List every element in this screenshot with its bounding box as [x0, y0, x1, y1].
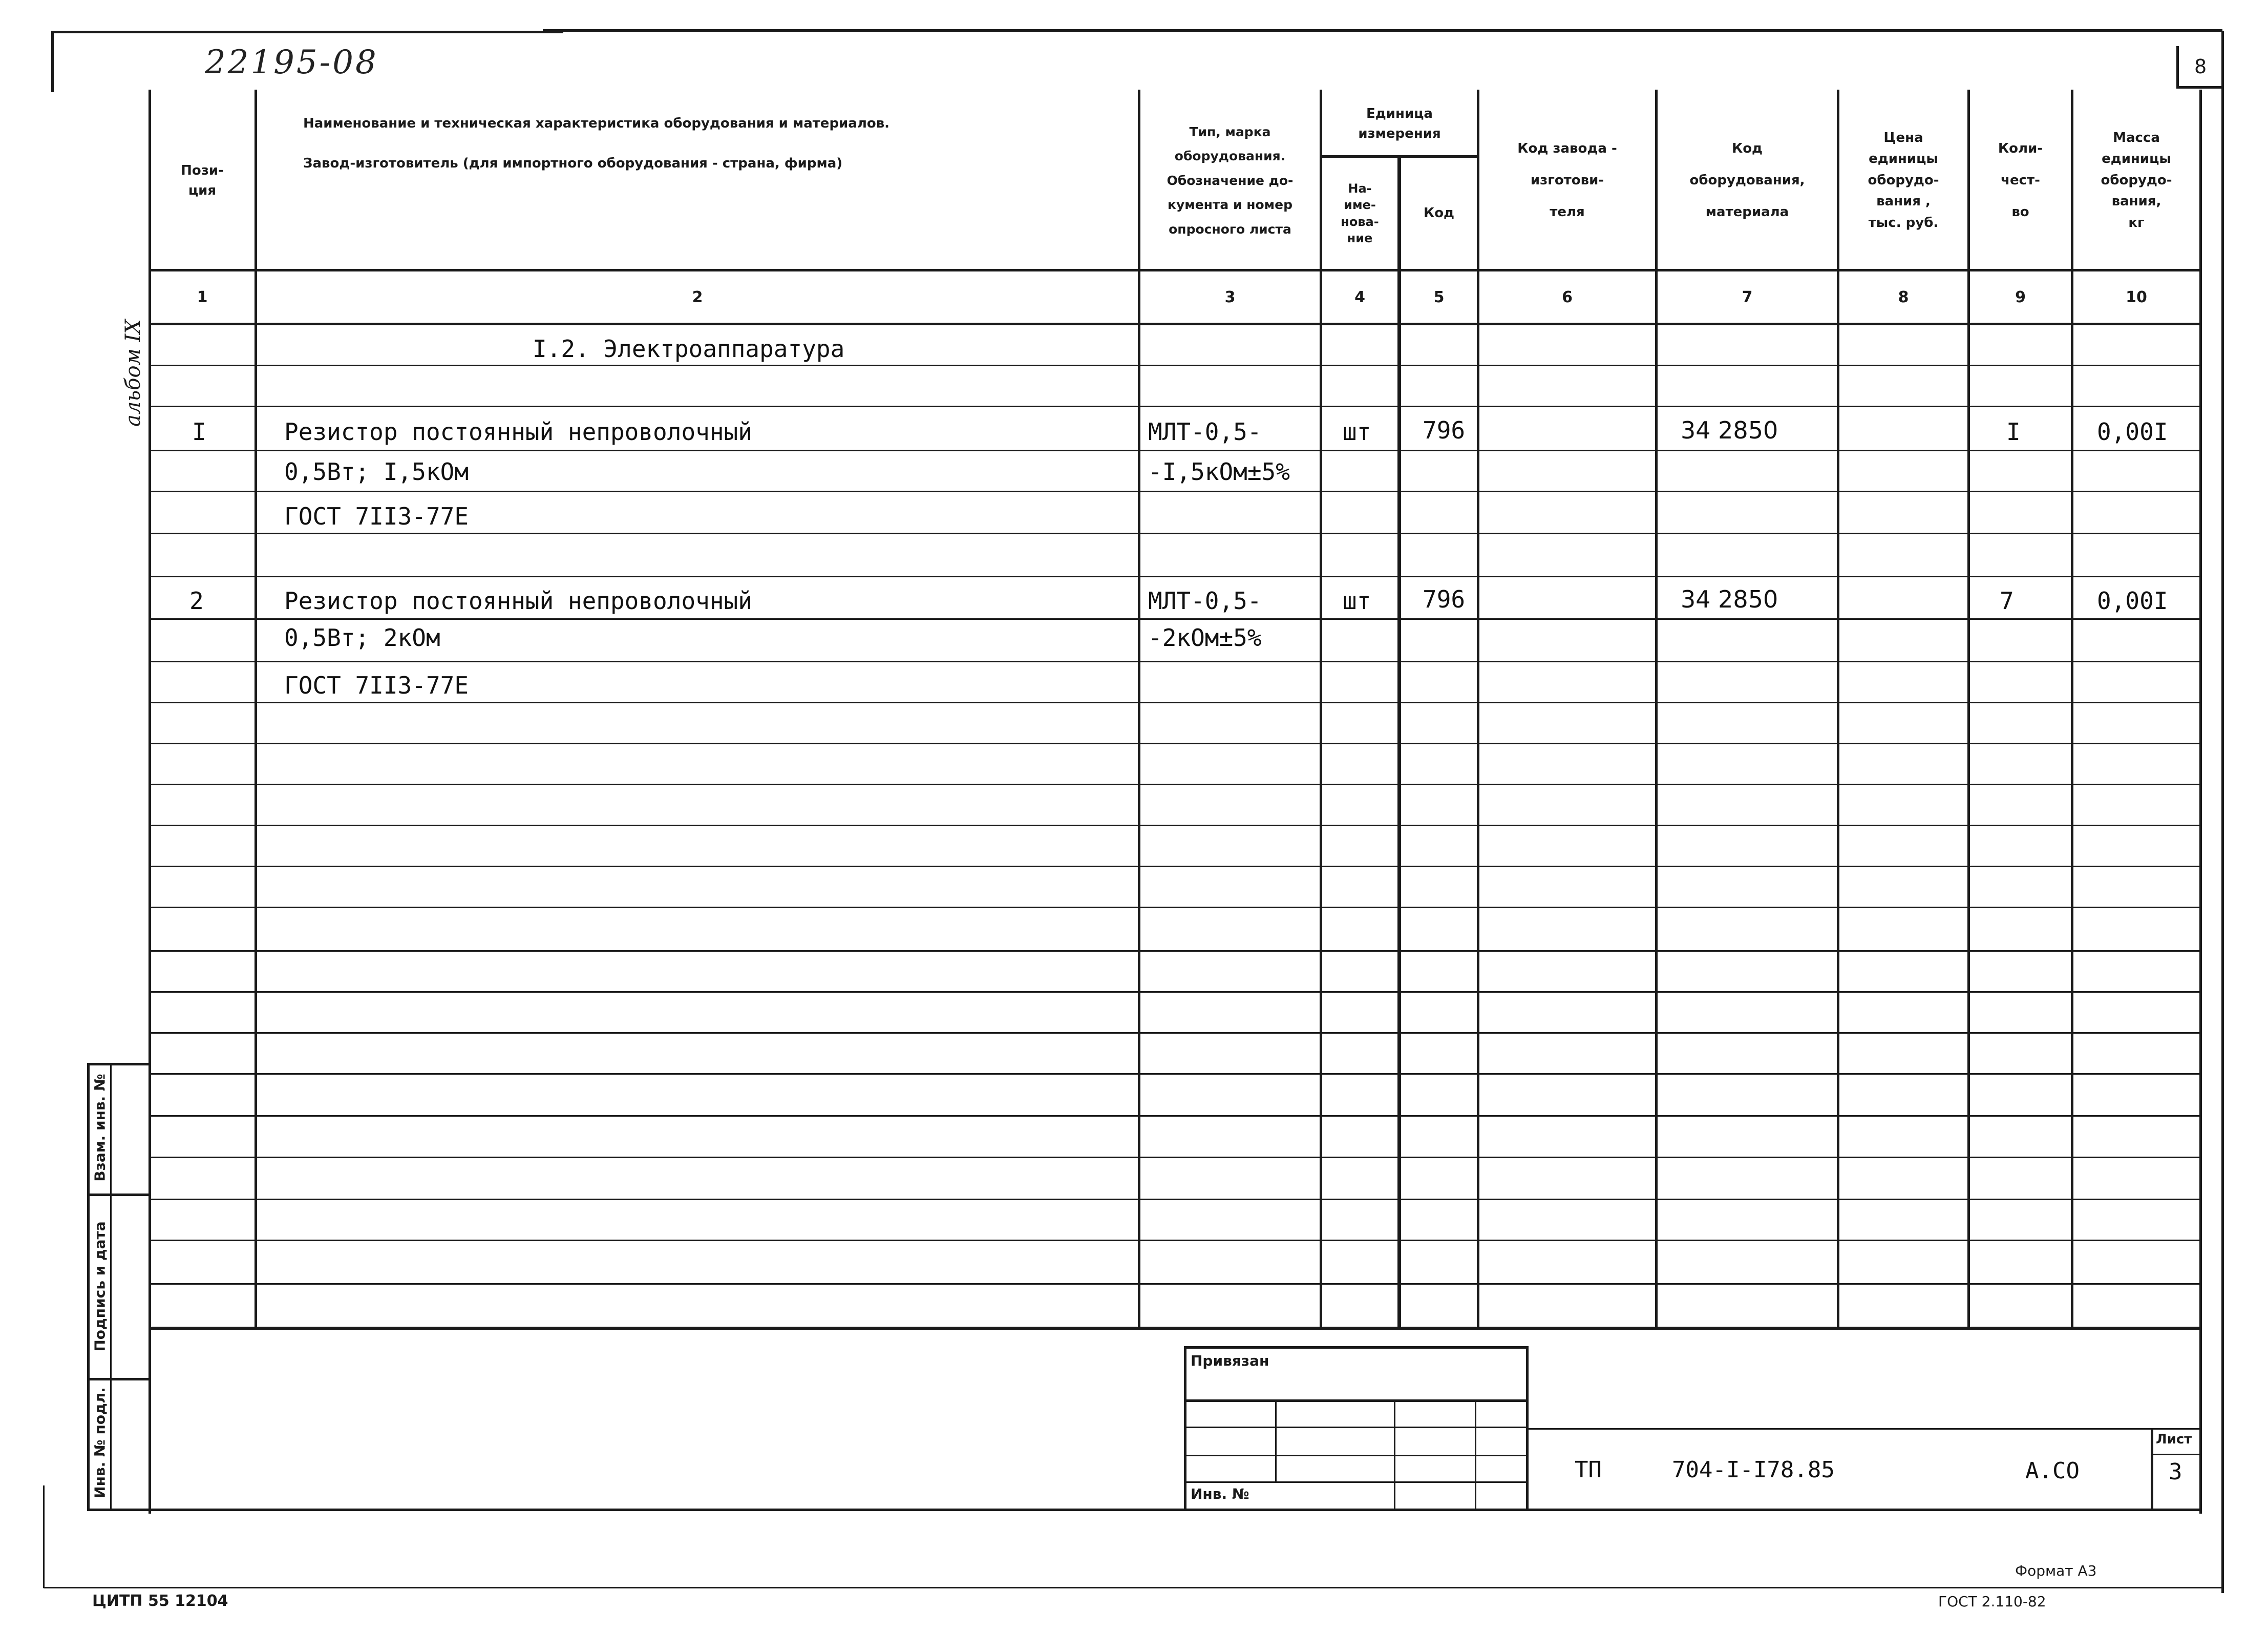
- item-unit: шт: [1343, 418, 1371, 446]
- list-label: Лист: [2156, 1432, 2192, 1447]
- item-position: I: [192, 418, 206, 446]
- side-label-inv-podl: Инв. № подл.: [91, 1387, 109, 1498]
- colnum-2: 2: [692, 288, 703, 306]
- item-quantity: 7: [2000, 587, 2014, 615]
- item-type-line: МЛТ-0,5-: [1148, 418, 1262, 446]
- item-name-line: 0,5Вт; 2кОм: [284, 624, 440, 652]
- section-title: I.2. Электроаппаратура: [533, 335, 845, 363]
- item-name-line: ГОСТ 7II3-77Е: [284, 503, 469, 530]
- privyazan-label: Привязан: [1191, 1352, 1269, 1369]
- item-unit-code: 796: [1423, 585, 1466, 613]
- colnum-9: 9: [2015, 288, 2026, 306]
- corner-sheet-number: 8: [2194, 55, 2207, 78]
- item-quantity: I: [2006, 418, 2021, 446]
- project-code: 704-I-I78.85: [1672, 1457, 1835, 1483]
- colnum-10: 10: [2126, 288, 2147, 306]
- item-equipment-code: 34 2850: [1681, 585, 1778, 613]
- header-unit-group: Единица измерения: [1358, 106, 1441, 141]
- header-price: Цена единицы оборудо- вания , тыс. руб.: [1868, 130, 1939, 231]
- list-number: 3: [2169, 1459, 2182, 1485]
- item-mass: 0,00I: [2097, 418, 2168, 446]
- header-name: Наименование и техническая характеристика оборудования и материалов. Завод-изготовитель (для импортного оборудования - страна, фирма): [303, 115, 890, 171]
- footer-gost: ГОСТ 2.110-82: [1938, 1593, 2046, 1610]
- colnum-6: 6: [1562, 288, 1573, 306]
- doc-number-handwritten: 22195-08: [205, 44, 378, 81]
- side-label-podpis: Подпись и дата: [91, 1221, 109, 1352]
- section-mark: А.СО: [2025, 1458, 2080, 1484]
- tp-label: ТП: [1575, 1457, 1602, 1483]
- side-label-vzam: Взам. инв. №: [91, 1074, 109, 1182]
- colnum-7: 7: [1742, 288, 1753, 306]
- header-pos: Пози- ция: [181, 162, 224, 198]
- header-quantity: Коли- чест- во: [1998, 140, 2043, 220]
- footer-left-code: ЦИТП 55 12104: [92, 1592, 228, 1610]
- header-type: Тип, марка оборудования. Обозначение до- кумента и номер опросного листа: [1167, 124, 1294, 237]
- colnum-4: 4: [1354, 288, 1365, 306]
- header-equipment-code: Код оборудования, материала: [1689, 140, 1805, 220]
- inv-no-label: Инв. №: [1191, 1485, 1249, 1502]
- item-mass: 0,00I: [2097, 587, 2168, 615]
- item-position: 2: [189, 587, 204, 615]
- album-label-handwritten: альбом IX: [121, 319, 145, 427]
- item-type-line: -2кОм±5%: [1148, 624, 1262, 652]
- header-unit-code: Код: [1423, 205, 1455, 221]
- colnum-5: 5: [1433, 288, 1445, 306]
- item-name-line: 0,5Вт; I,5кОм: [284, 458, 469, 486]
- header-factory-code: Код завода - изготови- теля: [1517, 140, 1617, 220]
- item-equipment-code: 34 2850: [1681, 416, 1778, 444]
- item-unit: шт: [1343, 587, 1371, 615]
- colnum-1: 1: [197, 288, 208, 306]
- item-name-line: Резистор постоянный непроволочный: [284, 587, 752, 615]
- item-name-line: ГОСТ 7II3-77Е: [284, 672, 469, 699]
- colnum-3: 3: [1224, 288, 1236, 306]
- footer-format: Формат А3: [2015, 1562, 2097, 1579]
- colnum-8: 8: [1898, 288, 1909, 306]
- header-mass: Масса единицы оборудо- вания, кг: [2101, 130, 2172, 231]
- item-name-line: Резистор постоянный непроволочный: [284, 418, 752, 446]
- item-unit-code: 796: [1423, 416, 1466, 444]
- item-type-line: МЛТ-0,5-: [1148, 587, 1262, 615]
- item-type-line: -I,5кОм±5%: [1148, 458, 1290, 486]
- header-unit-name: На- име- нова- ние: [1341, 181, 1379, 245]
